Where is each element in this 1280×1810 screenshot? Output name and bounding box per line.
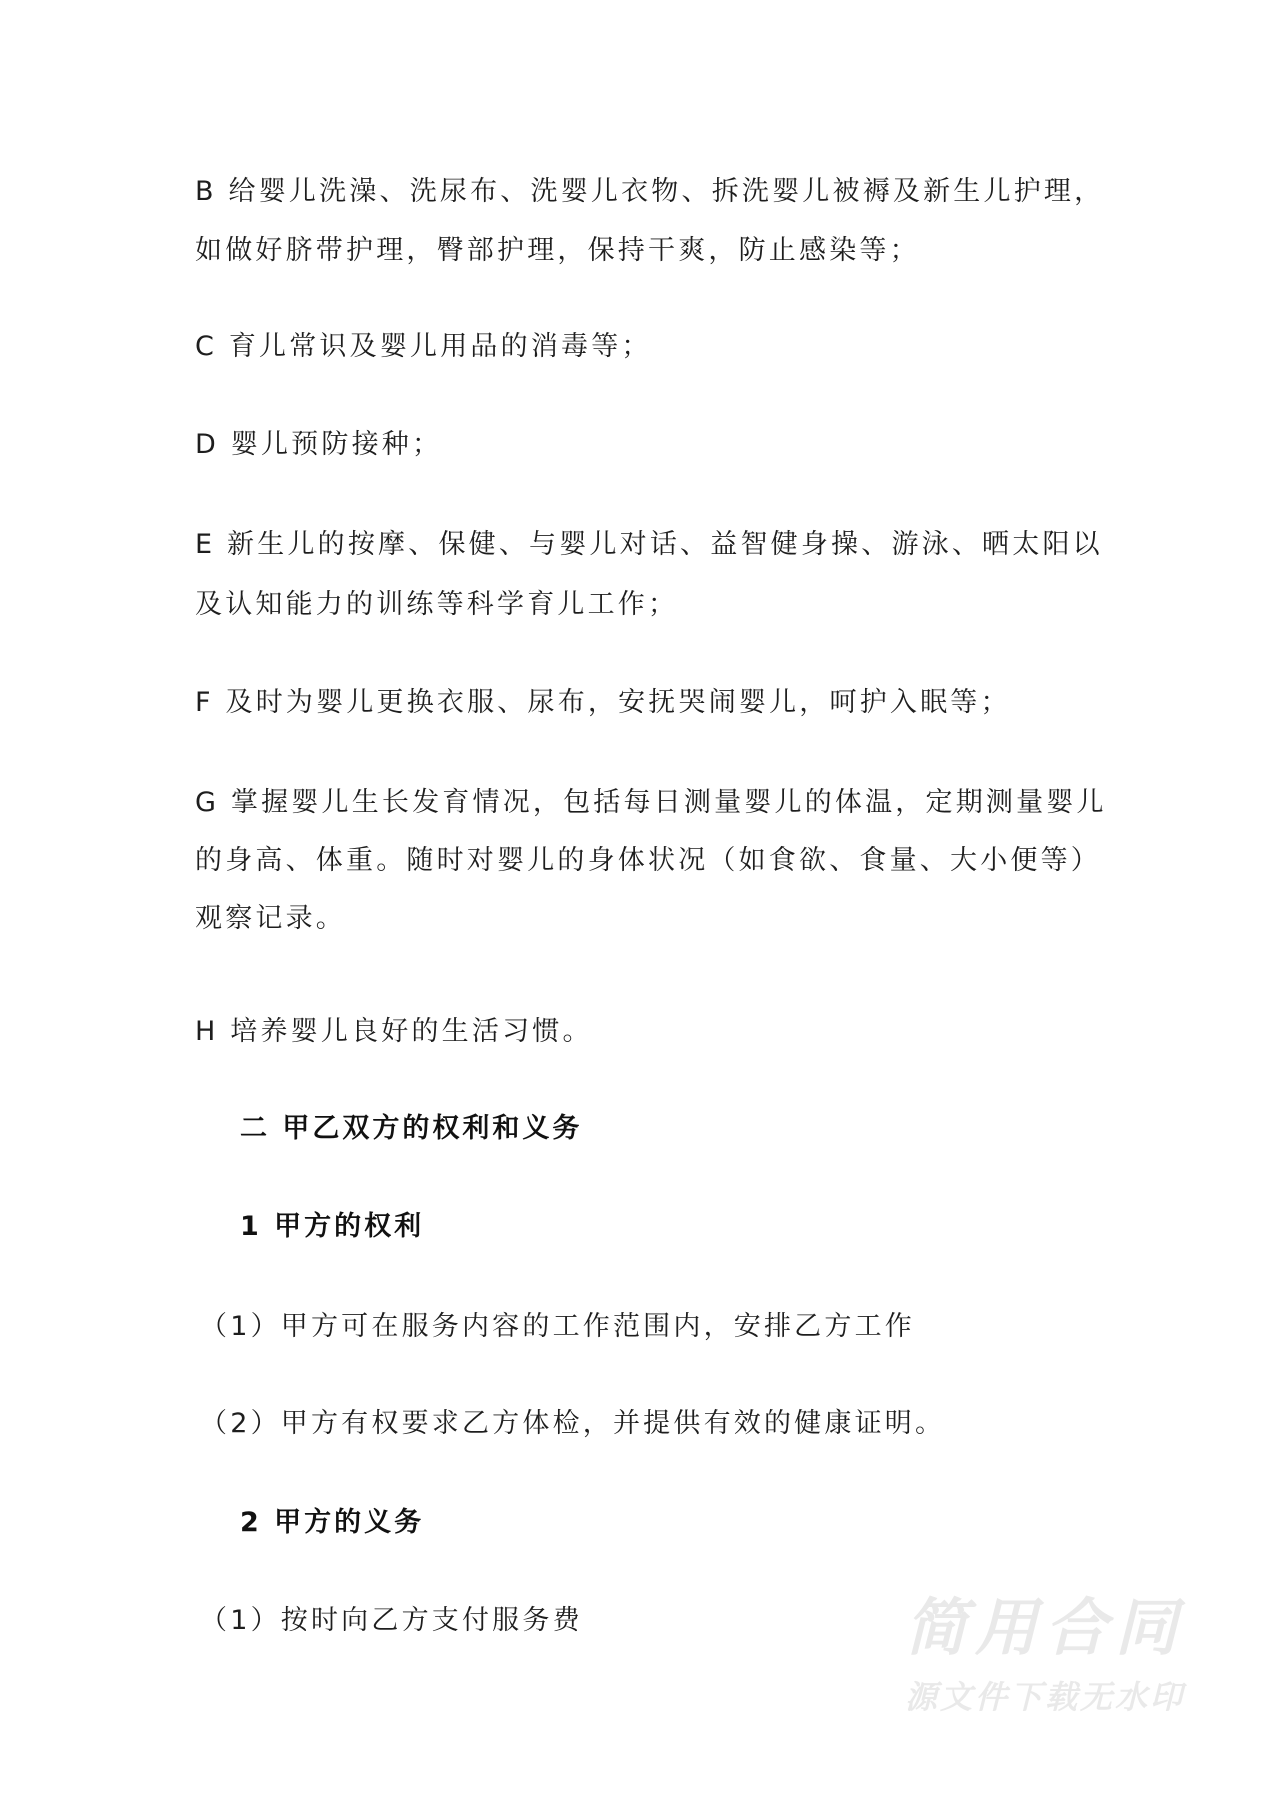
obligations-clause-1: （1）按时向乙方支付服务费 (200, 1605, 583, 1636)
item-e-line-2: 及认知能力的训练等科学育儿工作； (195, 589, 679, 620)
item-c-line-1: C 育儿常识及婴儿用品的消毒等； (195, 331, 652, 362)
item-f-line-1: F 及时为婴儿更换衣服、尿布，安抚哭闹婴儿，呵护入眠等； (195, 687, 1011, 718)
item-g-line-2: 的身高、体重。随时对婴儿的身体状况（如食欲、食量、大小便等） (195, 845, 1101, 876)
item-g-line-1: G 掌握婴儿生长发育情况，包括每日测量婴儿的体温，定期测量婴儿 (195, 787, 1107, 818)
item-h-line-1: H 培养婴儿良好的生活习惯。 (195, 1016, 593, 1047)
section-two-title: 二 甲乙双方的权利和义务 (240, 1113, 583, 1144)
watermark (880, 1593, 1210, 1717)
item-b-line-2: 如做好脐带护理，臀部护理，保持干爽，防止感染等； (195, 235, 920, 266)
watermark-subtitle: 源文件下载无水印 (904, 1678, 1185, 1716)
item-e-line-1: E 新生儿的按摩、保健、与婴儿对话、益智健身操、游泳、晒太阳以 (195, 529, 1103, 560)
rights-clause-2: （2）甲方有权要求乙方体检，并提供有效的健康证明。 (200, 1408, 946, 1439)
item-b-line-1: B 给婴儿洗澡、洗尿布、洗婴儿衣物、拆洗婴儿被褥及新生儿护理， (195, 176, 1105, 207)
rights-clause-1: （1）甲方可在服务内容的工作范围内，安排乙方工作 (200, 1311, 915, 1342)
section-obligations-title: 2 甲方的义务 (240, 1507, 425, 1538)
watermark-title: 简用合同 (904, 1591, 1185, 1664)
section-rights-title: 1 甲方的权利 (240, 1211, 425, 1242)
item-d-line-1: D 婴儿预防接种； (195, 429, 443, 460)
item-g-line-3: 观察记录。 (195, 903, 346, 934)
